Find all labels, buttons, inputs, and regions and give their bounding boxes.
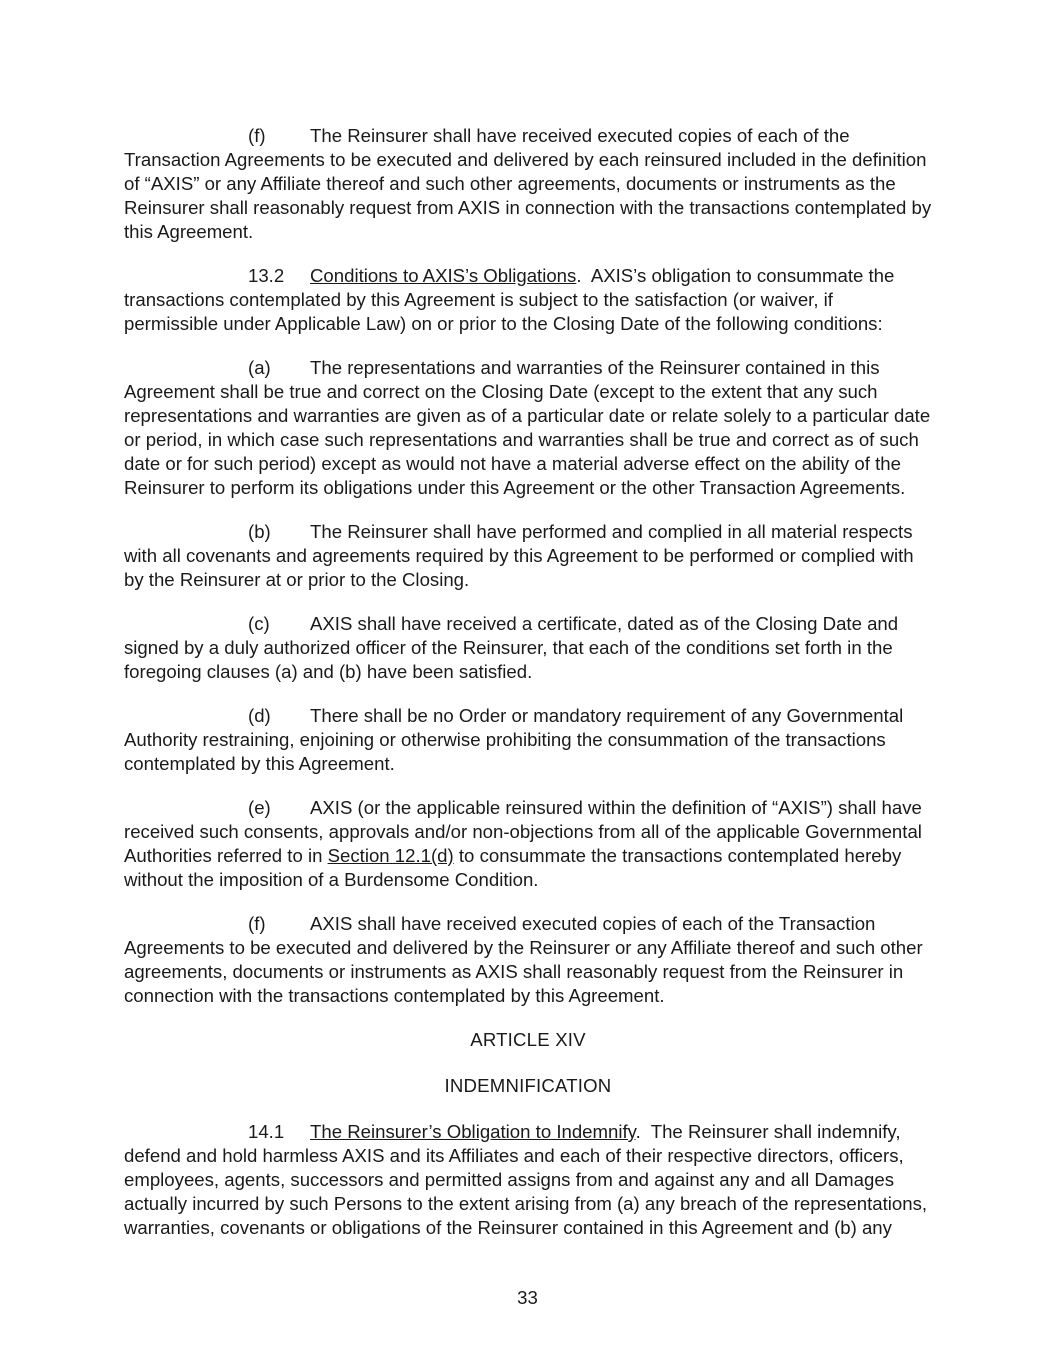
clause-text: AXIS shall have received executed copies of each of the Transaction Agreements to be executed and delivered by the Reinsurer or any Affiliate thereof and such other agreements, documents or instruments as AXIS shall reasonably request from the Reinsurer in connection with the transactions contemplated by this Agreement. bbox=[124, 913, 923, 1006]
section-text: The Reinsurer shall indemnify, defend and hold harmless AXIS and its Affiliates and each of their respective directors, officers, employees, agents, successors and permitted assigns from and against any and all Damages actually incurred by such Persons to the extent arising from (a) any breach of the representations, warranties, covenants or obligations of the Reinsurer contained in this Agreement and (b) any bbox=[124, 1121, 928, 1238]
clause-label: (a) bbox=[248, 357, 271, 378]
article-subtitle: INDEMNIFICATION bbox=[444, 1075, 612, 1096]
section-13-2 bbox=[124, 264, 932, 336]
paragraph-a bbox=[124, 356, 932, 500]
paragraph-f-reinsurer-conditions bbox=[124, 124, 932, 244]
heading-punctuation: . bbox=[635, 1121, 641, 1142]
clause-label: (f) bbox=[248, 913, 266, 934]
clause-label: (f) bbox=[248, 125, 266, 146]
clause-text: AXIS shall have received a certificate, dated as of the Closing Date and signed by a duly authorized officer of the Reinsurer, that each of the conditions set forth in the foregoing clauses (a) and (b) have been satisfied. bbox=[124, 613, 899, 682]
paragraph-c bbox=[124, 612, 932, 684]
paragraph-e bbox=[124, 796, 932, 892]
clause-label: (b) bbox=[248, 521, 271, 542]
clause-text: The representations and warranties of the Reinsurer contained in this Agreement shall be true and correct on the Closing Date (except to the extent that any such representations and warranties are given as of a particular date or relate solely to a particular date or period, in which case such representations and warranties shall be true and correct as of such date or for such period) except as would not have a material adverse effect on the ability of the Reinsurer to perform its obligations under this Agreement or the other Transaction Agreements. bbox=[124, 357, 931, 498]
section-heading: The Reinsurer’s Obligation to Indemnify bbox=[310, 1121, 636, 1142]
article-title: ARTICLE XIV bbox=[470, 1029, 586, 1050]
clause-text: The Reinsurer shall have performed and complied in all material respects with all covenants and agreements required by this Agreement to be performed or complied with by the Reinsurer at or prior to the Closing. bbox=[124, 521, 914, 590]
page-number: 33 bbox=[517, 1287, 538, 1308]
paragraph-b bbox=[124, 520, 932, 592]
section-heading: Conditions to AXIS’s Obligations bbox=[310, 265, 577, 286]
section-14-1 bbox=[124, 1120, 932, 1240]
section-text: AXIS’s obligation to consummate the transactions contemplated by this Agreement is subject to the satisfaction (or waiver, if permissible under Applicable Law) on or prior to the Closing Date of the following conditions: bbox=[124, 265, 895, 334]
clause-text: There shall be no Order or mandatory requirement of any Governmental Authority restraining, enjoining or otherwise prohibiting the consummation of the transactions contemplated by this Agreement. bbox=[124, 705, 904, 774]
heading-punctuation: . bbox=[576, 265, 582, 286]
clause-text-after: to consummate the transactions contemplated hereby without the imposition of a Burdensome Condition. bbox=[124, 845, 902, 890]
section-number: 13.2 bbox=[248, 265, 285, 286]
clause-text: The Reinsurer shall have received executed copies of each of the Transaction Agreements to be executed and delivered by each reinsured included in the definition of “AXIS” or any Affiliate thereof and such other agreements, documents or instruments as the Reinsurer shall reasonably request from AXIS in connection with the transactions contemplated by this Agreement. bbox=[124, 125, 932, 242]
clause-label: (d) bbox=[248, 705, 271, 726]
clause-label: (c) bbox=[248, 613, 270, 634]
clause-label: (e) bbox=[248, 797, 271, 818]
paragraph-d bbox=[124, 704, 932, 776]
section-12-1-d-link[interactable]: Section 12.1(d) bbox=[327, 845, 454, 866]
paragraph-f-axis-conditions bbox=[124, 912, 932, 1008]
clause-text-before: AXIS (or the applicable reinsured within the definition of “AXIS”) shall have received such consents, approvals and/or non-objections from all of the applicable Governmental Authorities referred to in bbox=[124, 797, 922, 866]
section-number: 14.1 bbox=[248, 1121, 285, 1142]
page-body bbox=[124, 124, 932, 1240]
